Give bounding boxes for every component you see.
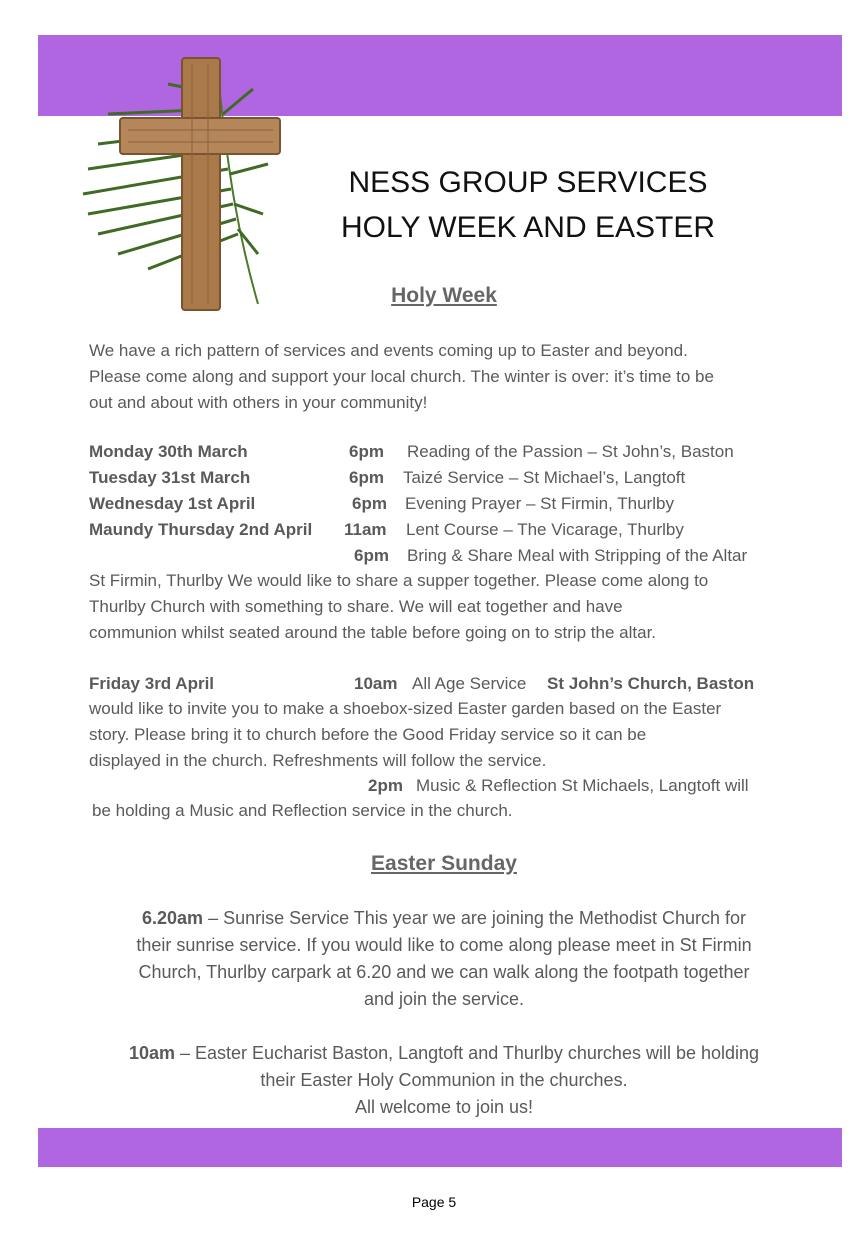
schedule-time: 6pm (349, 442, 384, 461)
friday-time2: 2pm (368, 776, 403, 795)
palm-frond-icon (83, 74, 268, 304)
friday-note-line: story. Please bring it to church before the Good Friday service so it can be (89, 725, 647, 744)
schedule-time: 6pm (354, 546, 389, 565)
schedule-time: 6pm (349, 468, 384, 487)
schedule-day: Wednesday 1st April (89, 494, 256, 513)
intro-line: We have a rich pattern of services and events coming up to Easter and beyond. (89, 341, 688, 360)
schedule-time: 6pm (352, 494, 387, 513)
eucharist-time: 10am (128, 1043, 176, 1063)
easter-sunday-heading: Easter Sunday (371, 852, 517, 875)
friday-note-line: would like to invite you to make a shoebox-sized Easter garden based on the Easter (89, 699, 722, 718)
eucharist-line: All welcome to join us! (354, 1097, 534, 1117)
friday-day: Friday 3rd April (89, 674, 215, 693)
schedule-time: 11am (344, 520, 387, 539)
schedule-desc: Evening Prayer – St Firmin, Thurlby (405, 494, 674, 513)
intro-line: out and about with others in your community! (89, 393, 428, 412)
sunrise-line: and join the service. (363, 989, 525, 1009)
schedule-desc: Reading of the Passion – St John’s, Baston (407, 442, 734, 461)
schedule-desc: Lent Course – The Vicarage, Thurlby (406, 520, 684, 539)
friday-note2: be holding a Music and Reflection service in the church. (92, 801, 513, 820)
palm-cross-illustration (68, 54, 288, 314)
thursday-note-line: Thurlby Church with something to share. We will eat together and have (89, 597, 623, 616)
sunrise-line: their sunrise service. If you would like to come along please meet in St Firmin (136, 935, 752, 955)
schedule-desc: Taizé Service – St Michael’s, Langtoft (403, 468, 686, 487)
friday-service: All Age Service (412, 674, 527, 693)
thursday-note-line: St Firmin, Thurlby We would like to share a supper together. Please come along to (89, 571, 709, 590)
thursday-note-line: communion whilst seated around the table before going on to strip the altar. (89, 623, 657, 642)
page-title-line1: NESS GROUP SERVICES (348, 166, 708, 199)
holy-week-heading: Holy Week (391, 284, 497, 307)
friday-time: 10am (354, 674, 398, 693)
schedule-day: Maundy Thursday 2nd April (89, 520, 313, 539)
page-number: Page 5 (411, 1194, 457, 1210)
schedule-desc: Bring & Share Meal with Stripping of the Altar (407, 546, 748, 565)
eucharist-line: 10am – Easter Eucharist Baston, Langtoft and Thurlby churches will be holding (128, 1043, 760, 1063)
schedule-day: Monday 30th March (89, 442, 248, 461)
friday-place: St John’s Church, Baston (547, 674, 755, 693)
sunrise-line: 6.20am – Sunrise Service This year we are joining the Methodist Church for (142, 908, 746, 928)
schedule-day: Tuesday 31st March (89, 468, 251, 487)
bottom-purple-band (38, 1128, 842, 1167)
page-title-line2: HOLY WEEK AND EASTER (341, 211, 715, 244)
intro-line: Please come along and support your local church. The winter is over: it’s time to be (89, 367, 714, 386)
sunrise-time: 6.20am (142, 908, 204, 928)
friday-desc2: Music & Reflection St Michaels, Langtoft will (416, 776, 749, 795)
friday-note-line: displayed in the church. Refreshments will follow the service. (89, 751, 547, 770)
eucharist-line: their Easter Holy Communion in the churches. (260, 1070, 628, 1090)
sunrise-line: Church, Thurlby carpark at 6.20 and we can walk along the footpath together (138, 962, 750, 982)
